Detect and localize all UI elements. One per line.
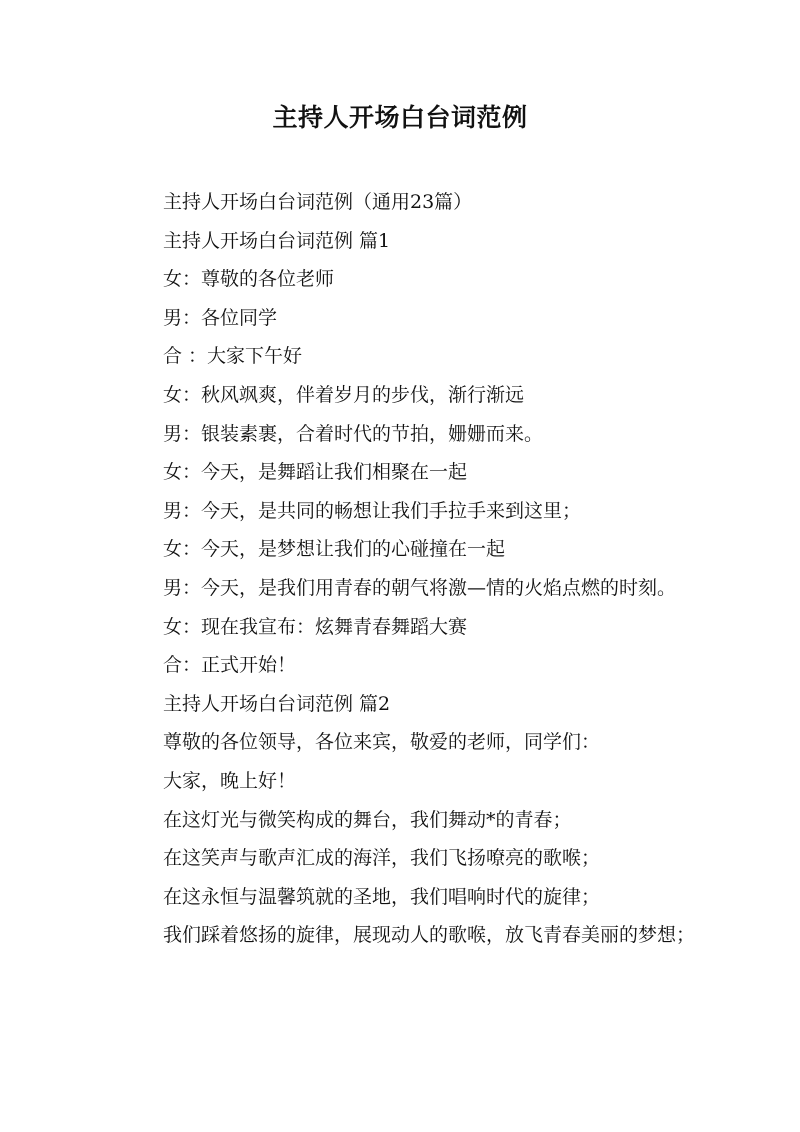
paragraph: 男：今天，是共同的畅想让我们手拉手来到这里； xyxy=(163,499,582,522)
paragraph: 女：现在我宣布：炫舞青春舞蹈大赛 xyxy=(163,615,468,638)
paragraph: 男：今天，是我们用青春的朝气将激—情的火焰点燃的时刻。 xyxy=(163,576,677,599)
paragraph: 男：各位同学 xyxy=(163,306,278,329)
paragraph: 女：今天，是舞蹈让我们相聚在一起 xyxy=(163,461,468,484)
section-heading: 主持人开场白台词范例 篇2 xyxy=(163,692,391,715)
paragraph: 主持人开场白台词范例（通用23篇） xyxy=(163,191,473,213)
paragraph: 男：银装素裹，合着时代的节拍，姗姗而来。 xyxy=(163,422,544,445)
paragraph: 尊敬的各位领导，各位来宾，敬爱的老师，同学们： xyxy=(163,731,601,754)
paragraph: 我们踩着悠扬的旋律，展现动人的歌喉，放飞青春美丽的梦想； xyxy=(163,924,696,947)
paragraph: 合 ：大家下午好 xyxy=(163,345,303,368)
document-title: 主持人开场白台词范例 xyxy=(272,103,528,132)
paragraph: 在这永恒与温馨筑就的圣地，我们唱响时代的旋律； xyxy=(163,885,601,908)
document-body xyxy=(118,183,696,955)
paragraph: 女：尊敬的各位老师 xyxy=(163,268,335,291)
paragraph: 女：今天，是梦想让我们的心碰撞在一起 xyxy=(163,538,506,561)
paragraph: 合：正式开始！ xyxy=(163,654,297,677)
paragraph: 女：秋风飒爽，伴着岁月的步伐，渐行渐远 xyxy=(163,383,525,406)
section-heading: 主持人开场白台词范例 篇1 xyxy=(163,229,391,252)
paragraph: 大家，晚上好！ xyxy=(163,769,297,792)
paragraph: 在这笑声与歌声汇成的海洋，我们飞扬嘹亮的歌喉； xyxy=(163,847,601,870)
paragraph: 在这灯光与微笑构成的舞台，我们舞动*的青春； xyxy=(163,808,572,831)
